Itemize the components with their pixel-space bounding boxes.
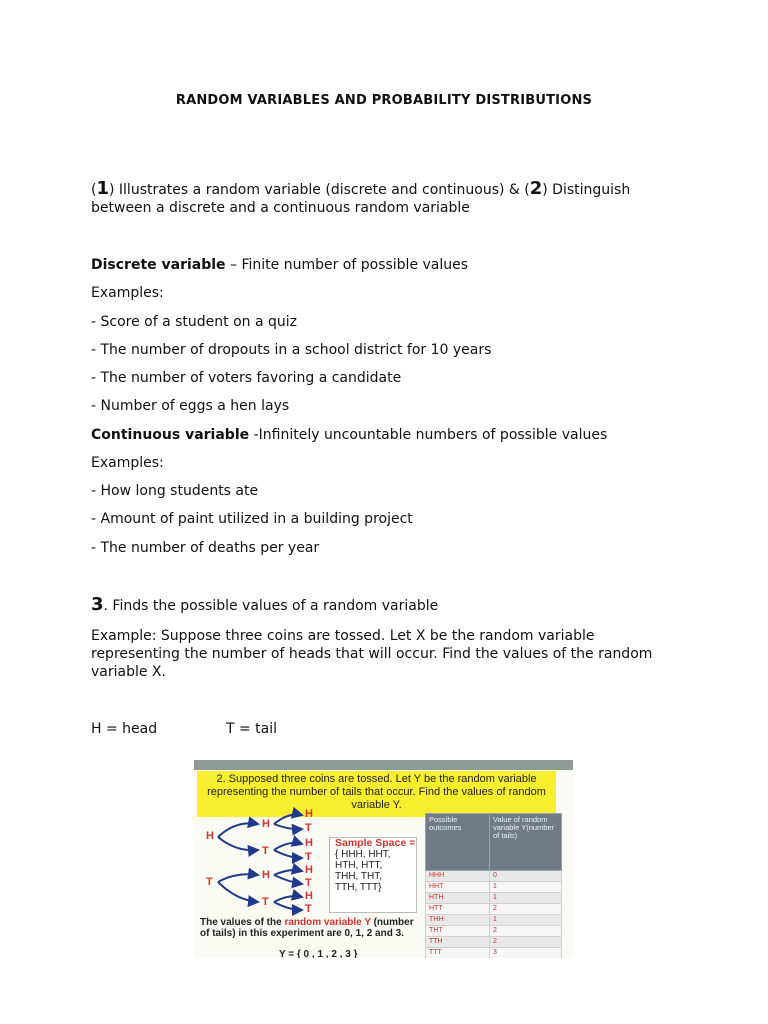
continuous-example-item: - Amount of paint utilized in a building project	[91, 511, 413, 527]
table-row	[426, 926, 562, 937]
objective-text-1: ) Illustrates a random variable (discrete and continuous) & (	[109, 182, 530, 198]
figure-conclusion	[200, 917, 425, 939]
table-header: Possible outcomes	[426, 814, 490, 871]
table-cell: 3	[490, 948, 562, 959]
table-row	[426, 915, 562, 926]
legend-head: H = head	[91, 721, 158, 737]
continuous-label: Continuous variable	[91, 427, 250, 443]
figure-problem-statement: 2. Supposed three coins are tossed. Let Y be the random variable representing the number of tails that occur. Find the values of random variable Y.	[197, 771, 556, 817]
table-cell: HHT	[426, 882, 490, 893]
discrete-label: Discrete variable	[91, 257, 226, 273]
tree-label: H	[305, 808, 313, 820]
conclusion-post: (number of tails) in this experiment are 0, 1, 2 and 3.	[200, 917, 414, 939]
table-cell: 1	[490, 893, 562, 904]
objective-number-3: 3	[91, 594, 104, 615]
conclusion-red: random variable Y	[284, 917, 371, 928]
example-paragraph: Example: Suppose three coins are tossed. Let X be the random variable representing the number of heads that will occur. Find the values of the random variable X.	[91, 628, 653, 680]
table-cell: 2	[490, 926, 562, 937]
table-cell: THH	[426, 915, 490, 926]
sample-space-box	[329, 837, 417, 913]
document-title: RANDOM VARIABLES AND PROBABILITY DISTRIBUTIONS	[175, 93, 593, 108]
objective-text-3: . Finds the possible values of a random variable	[103, 598, 439, 614]
continuous-example-item: - The number of deaths per year	[91, 540, 320, 556]
discrete-examples-label: Examples:	[91, 285, 164, 301]
discrete-definition-text: – Finite number of possible values	[225, 257, 469, 273]
table-cell: 0	[490, 871, 562, 882]
y-value-set: Y = { 0 , 1 , 2 , 3 }	[279, 949, 358, 958]
tree-label: T	[206, 876, 213, 888]
objective-1-2	[91, 180, 651, 217]
tree-label: H	[206, 830, 214, 842]
table-cell: HHH	[426, 871, 490, 882]
table-cell: THT	[426, 926, 490, 937]
tree-label: H	[305, 864, 313, 876]
tree-label: T	[262, 896, 269, 908]
tree-label: H	[262, 869, 270, 881]
objective-text-2: ) Distinguish between a discrete and a continuous random variable	[91, 182, 631, 216]
discrete-example-item: - The number of dropouts in a school district for 10 years	[91, 342, 492, 358]
sample-space-line: TTH, TTT}	[335, 882, 382, 893]
conclusion-pre: The values of the	[200, 917, 285, 928]
tree-label: T	[262, 845, 269, 857]
objective-number-2: 2	[529, 178, 543, 199]
table-cell: HTH	[426, 893, 490, 904]
sample-space-line: HTH, HTT,	[335, 860, 383, 871]
sample-space-line: { HHH, HHT,	[335, 849, 391, 860]
tree-label: T	[305, 851, 312, 863]
discrete-example-item: - Number of eggs a hen lays	[91, 398, 290, 414]
table-cell: 2	[490, 904, 562, 915]
objective-open-paren: (	[91, 182, 97, 198]
table-cell: 1	[490, 915, 562, 926]
objective-number-1: 1	[96, 178, 109, 199]
table-row	[426, 904, 562, 915]
objective-3	[91, 596, 651, 615]
tree-label: H	[305, 837, 313, 849]
tree-label: H	[305, 890, 313, 902]
continuous-definition-text: -Infinitely uncountable numbers of possible values	[249, 427, 608, 443]
continuous-examples-label: Examples:	[91, 455, 164, 471]
discrete-example-item: - The number of voters favoring a candidate	[91, 370, 402, 386]
table-cell: TTH	[426, 937, 490, 948]
sample-space-line: THH, THT,	[335, 871, 383, 882]
tree-label: H	[262, 818, 270, 830]
discrete-definition	[91, 256, 651, 274]
table-row	[426, 937, 562, 948]
table-row	[426, 871, 562, 882]
sample-space-heading: Sample Space =	[335, 837, 416, 849]
continuous-example-item: - How long students ate	[91, 483, 259, 499]
table-cell: 2	[490, 937, 562, 948]
tree-label: T	[305, 877, 312, 889]
table-header: Value of random variable Y(number of tails)	[490, 814, 562, 871]
tree-label: T	[305, 822, 312, 834]
continuous-definition	[91, 426, 651, 444]
coin-toss-figure	[194, 760, 573, 958]
table-row	[426, 893, 562, 904]
table-row	[426, 948, 562, 959]
coin-legend	[91, 720, 651, 738]
tree-label: T	[305, 903, 312, 915]
table-cell: HTT	[426, 904, 490, 915]
discrete-example-item: - Score of a student on a quiz	[91, 314, 298, 330]
legend-tail: T = tail	[226, 721, 278, 737]
table-cell: 1	[490, 882, 562, 893]
table-row	[426, 882, 562, 893]
outcome-table	[425, 813, 562, 958]
table-cell: TTT	[426, 948, 490, 959]
